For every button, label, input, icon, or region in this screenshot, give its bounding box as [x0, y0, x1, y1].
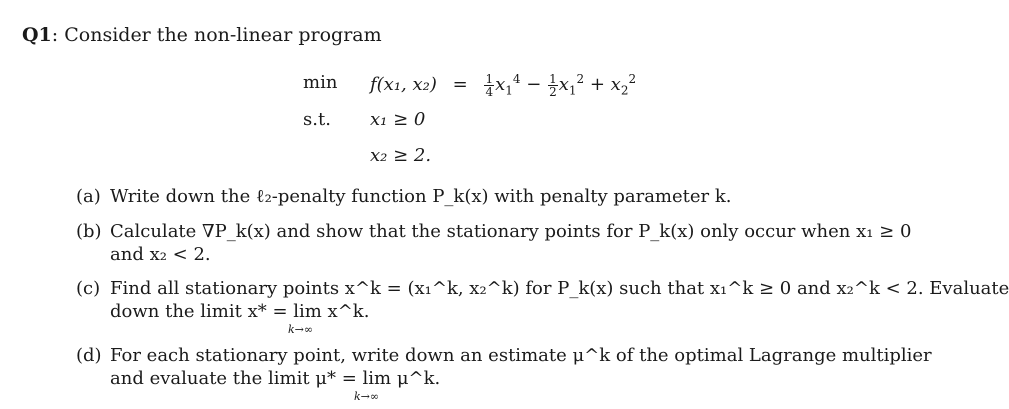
objective-rhs: $\frac{1}{4}$ $x_1^4$ − $\frac{1}{2}$ $x_1^2 + x_2^2$ [485, 71, 637, 99]
part-c-tag: (c) [76, 278, 101, 299]
min-label: min [303, 72, 338, 93]
part-d-tag: (d) [76, 345, 102, 366]
part-b-continuation: and x₂ < 2. [110, 244, 211, 265]
subject-to-label: s.t. [303, 109, 331, 130]
equals-sign: = [452, 74, 468, 95]
part-b [76, 221, 911, 242]
question-separator: : [51, 24, 59, 46]
part-a [76, 186, 732, 207]
question-heading [22, 24, 382, 46]
part-d-limit-subscript: k→∞ [354, 390, 380, 403]
objective-lhs: f(x₁, x₂) [370, 74, 437, 95]
constraint-2: x₂ ≥ 2. [370, 145, 432, 166]
part-c-text: Find all stationary points x^k = (x₁^k, x₂^k) for P_k(x) such that x₁^k ≥ 0 and x₂^k < 2. Evaluate [110, 278, 1009, 299]
part-a-text: Write down the ℓ₂-penalty function P_k(x) with penalty parameter k. [110, 186, 732, 207]
part-d-continuation: and evaluate the limit μ* = lim μ^k. [110, 368, 441, 389]
part-b-text: Calculate ∇P_k(x) and show that the stationary points for P_k(x) only occur when x₁ ≥ 0 [110, 221, 912, 242]
part-b-tag: (b) [76, 221, 102, 242]
part-a-tag: (a) [76, 186, 101, 207]
objective-function [370, 72, 636, 98]
part-c-continuation: down the limit x* = lim x^k. [110, 301, 370, 322]
question-number: Q1 [22, 24, 52, 46]
constraint-1: x₁ ≥ 0 [370, 109, 426, 130]
question-intro: Consider the non-linear program [64, 24, 382, 46]
part-c [76, 278, 1009, 299]
part-d [76, 345, 932, 366]
part-c-limit-subscript: k→∞ [288, 323, 314, 336]
part-d-text: For each stationary point, write down an estimate μ^k of the optimal Lagrange multiplier [110, 345, 932, 366]
